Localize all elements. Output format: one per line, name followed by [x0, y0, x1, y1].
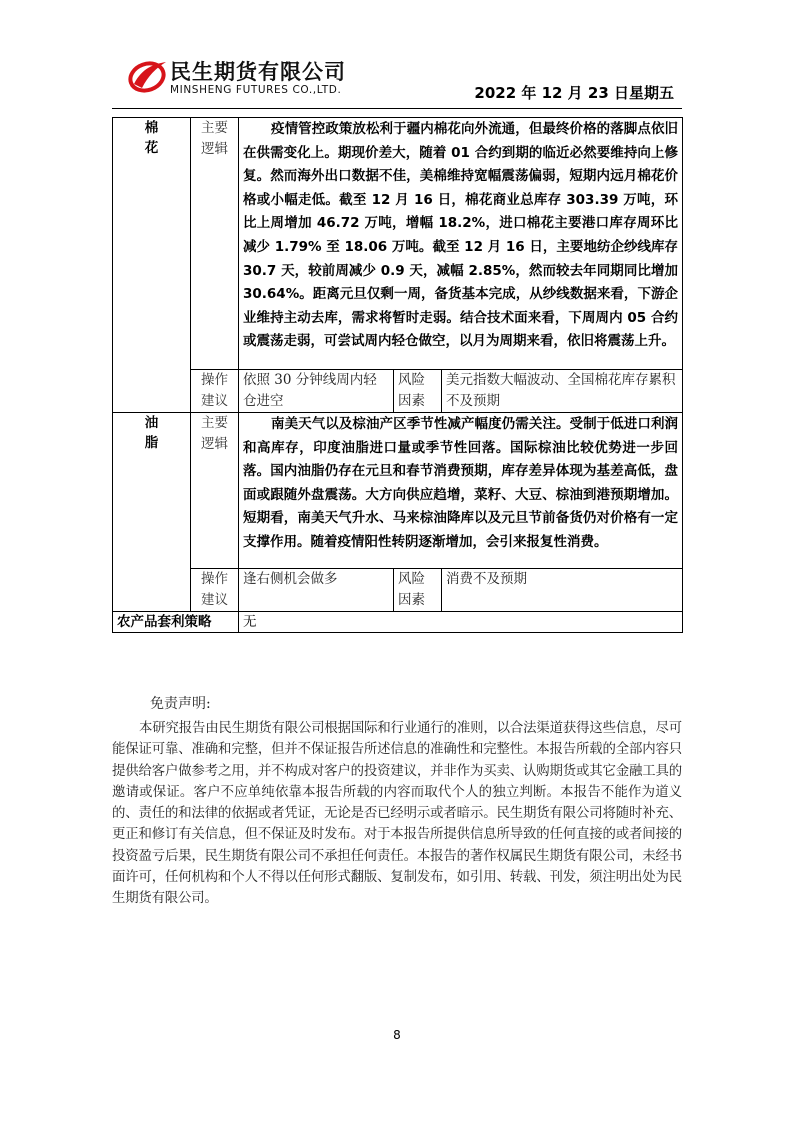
product-cotton	[113, 118, 191, 413]
company-name-cn: 民生期货有限公司	[170, 60, 346, 84]
strategy-table	[112, 117, 683, 633]
oil-logic-row	[113, 413, 683, 569]
minsheng-logo-icon	[128, 58, 168, 94]
company-logo	[128, 56, 368, 102]
oil-op-text: 逢右侧机会做多	[239, 569, 394, 612]
disclaimer-section	[112, 690, 682, 910]
arbitrage-label: 农产品套利策略	[113, 612, 239, 633]
page-number: 8	[393, 1028, 401, 1042]
oil-op-row	[113, 569, 683, 612]
report-date: 2022 年 12 月 23 日星期五	[474, 84, 674, 102]
cotton-op-text: 依照 30 分钟线周内轻仓进空	[239, 370, 394, 413]
cotton-logic-row	[113, 118, 683, 370]
logic-label: 主要逻辑	[191, 118, 239, 370]
cotton-op-row	[113, 370, 683, 413]
cotton-logic-text: 疫情管控政策放松利于疆内棉花向外流通，但最终价格的落脚点依旧在供需变化上。期现价差大，随着 01 合约到期的临近必然要维持向上修复。然而海外出口数据不佳，美棉维持宽幅震荡偏弱，短期内远月棉花价格或小幅走低。截至 12 月 16 日，棉花商业总库存 303.39 万吨，环比上周增加 46.72 万吨，增幅 18.2%，进口棉花主要港口库存周环比减少 1.79% 至 18.06 万吨。截至 12 月 16 日，主要地纺企纱线库存 30.7 天，较前周减少 0.9 天，减幅 2.85%，然而较去年同期同比增加 30.64%。距离元旦仅剩一周，备货基本完成，从纱线数据来看，下游企业维持主动去库，需求将暂时走弱。结合技术面来看，下周周内 05 合约或震荡走弱，可尝试周内轻仓做空，以月为周期来看，依旧将震荡上升。	[239, 118, 683, 370]
product-name: 油脂	[144, 415, 159, 451]
risk-label: 风险因素	[394, 569, 442, 612]
product-oil	[113, 413, 191, 612]
product-name: 棉花	[144, 120, 159, 156]
arbitrage-value: 无	[239, 612, 683, 633]
disclaimer-title: 免责声明:	[150, 696, 211, 712]
cotton-risk-text: 美元指数大幅波动、全国棉花库存累积不及预期	[442, 370, 683, 413]
op-label: 操作建议	[191, 370, 239, 413]
risk-label: 风险因素	[394, 370, 442, 413]
oil-risk-text: 消费不及预期	[442, 569, 683, 612]
oil-logic-text: 南美天气以及棕油产区季节性减产幅度仍需关注。受制于低进口利润和高库存，印度油脂进口量或季节性回落。国际棕油比较优势进一步回落。国内油脂仍存在元旦和春节消费预期，库存差异体现为基差高低，盘面或跟随外盘震荡。大方向供应趋增，菜籽、大豆、棕油到港预期增加。短期看，南美天气升水、马来棕油降库以及元旦节前备货仍对价格有一定支撑作用。随着疫情阳性转阴逐渐增加，会引来报复性消费。	[239, 413, 683, 569]
logic-label: 主要逻辑	[191, 413, 239, 569]
company-name-en: MINSHENG FUTURES CO.,LTD.	[170, 84, 342, 96]
header-divider	[112, 108, 682, 109]
disclaimer-body: 本研究报告由民生期货有限公司根据国际和行业通行的准则，以合法渠道获得这些信息，尽可能保证可靠、准确和完整，但并不保证报告所述信息的准确性和完整性。本报告所载的全部内容只提供给客户做参考之用，并不构成对客户的投资建议，并非作为买卖、认购期货或其它金融工具的邀请或保证。客户不应单纯依靠本报告所载的内容而取代个人的独立判断。本报告不能作为道义的、责任的和法律的依据或者凭证，无论是否已经明示或者暗示。民生期货有限公司将随时补充、更正和修订有关信息，但不保证及时发布。对于本报告所提供信息所导致的任何直接的或者间接的投资盈亏后果，民生期货有限公司不承担任何责任。本报告的著作权属民生期货有限公司，未经书面许可，任何机构和个人不得以任何形式翻版、复制发布，如引用、转载、刊发，须注明出处为民生期货有限公司。	[112, 721, 682, 907]
op-label: 操作建议	[191, 569, 239, 612]
arbitrage-row	[113, 612, 683, 633]
